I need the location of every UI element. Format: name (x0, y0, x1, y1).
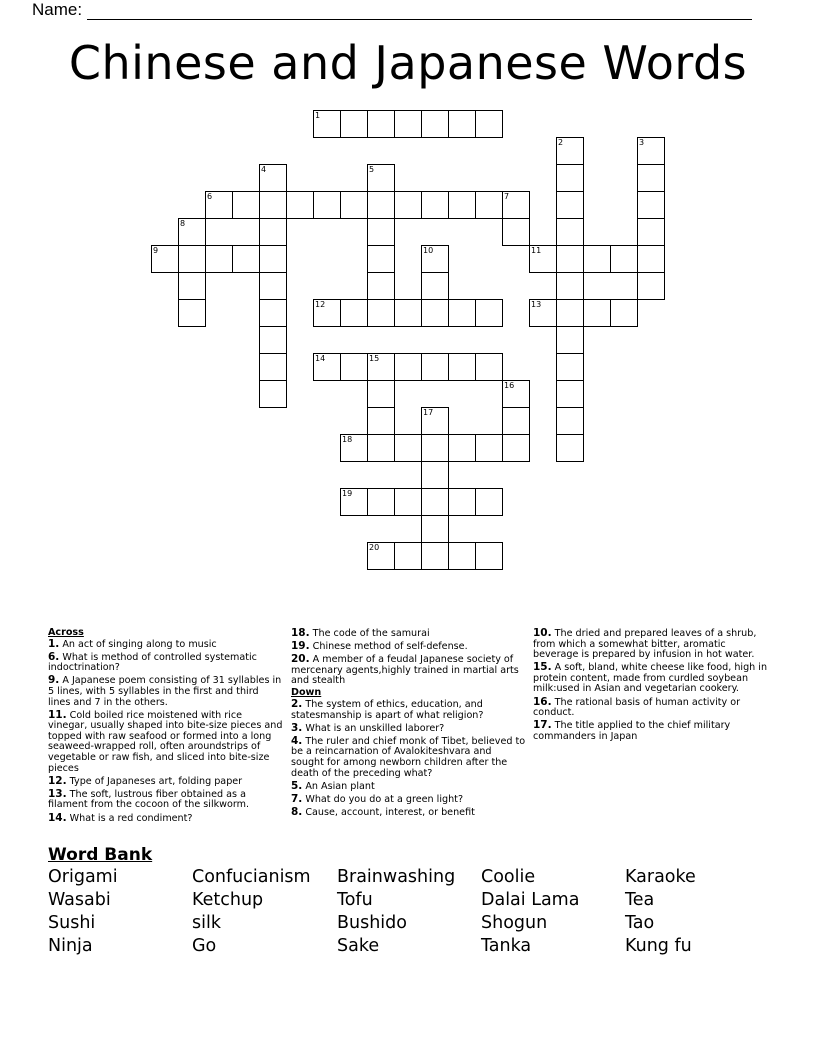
grid-cell[interactable] (475, 299, 503, 327)
clue-number: 6 (207, 192, 213, 201)
grid-cell[interactable] (502, 407, 530, 435)
grid-cell[interactable] (367, 488, 395, 516)
grid-cell[interactable] (340, 299, 368, 327)
grid-cell[interactable] (259, 380, 287, 408)
grid-cell[interactable] (367, 542, 395, 570)
grid-cell[interactable] (421, 488, 449, 516)
grid-cell[interactable] (556, 272, 584, 300)
clue-item (291, 807, 527, 819)
word-bank-item: Tea (625, 890, 655, 910)
clue-item (48, 675, 283, 708)
grid-cell[interactable] (394, 110, 422, 138)
clue-number-label: 1. (48, 637, 60, 650)
clue-number: 13 (531, 300, 542, 309)
clue-number-label: 4. (291, 734, 303, 747)
grid-cell[interactable] (259, 164, 287, 192)
grid-cell[interactable] (421, 461, 449, 489)
grid-cell[interactable] (178, 272, 206, 300)
clue-item (48, 652, 283, 674)
clue-number: 20 (369, 543, 380, 552)
clue-number: 10 (423, 246, 434, 255)
clue-number-label: 17. (533, 719, 552, 732)
clue-number: 1 (315, 111, 321, 120)
clue-item (291, 794, 527, 806)
clue-number: 4 (261, 165, 267, 174)
word-bank-item: Bushido (337, 913, 407, 933)
grid-cell[interactable] (448, 110, 476, 138)
grid-cell[interactable] (556, 218, 584, 246)
word-bank-item: Kung fu (625, 936, 692, 956)
grid-cell[interactable] (448, 434, 476, 462)
grid-cell[interactable] (340, 488, 368, 516)
word-bank-item: silk (192, 913, 221, 933)
grid-cell[interactable] (502, 434, 530, 462)
grid-cell[interactable] (259, 245, 287, 273)
clue-number: 11 (531, 246, 542, 255)
grid-cell[interactable] (313, 110, 341, 138)
grid-cell[interactable] (259, 218, 287, 246)
clue-number: 5 (369, 165, 375, 174)
across-clue-list-continued (291, 628, 527, 687)
grid-cell[interactable] (367, 191, 395, 219)
page-title: Chinese and Japanese Words (68, 36, 748, 90)
grid-cell[interactable] (205, 191, 233, 219)
grid-cell[interactable] (556, 191, 584, 219)
grid-cell[interactable] (394, 488, 422, 516)
clue-number: 3 (639, 138, 645, 147)
word-bank-item: Dalai Lama (481, 890, 580, 910)
grid-cell[interactable] (394, 191, 422, 219)
grid-cell[interactable] (367, 353, 395, 381)
grid-cell[interactable] (583, 299, 611, 327)
grid-cell[interactable] (259, 326, 287, 354)
grid-cell[interactable] (367, 218, 395, 246)
word-bank-item: Karaoke (625, 867, 696, 887)
clue-number-label: 9. (48, 674, 60, 687)
clue-text: The code of the samurai (309, 628, 430, 639)
grid-cell[interactable] (340, 353, 368, 381)
grid-cell[interactable] (178, 218, 206, 246)
grid-cell[interactable] (340, 434, 368, 462)
clue-number: 18 (342, 435, 353, 444)
grid-cell[interactable] (475, 353, 503, 381)
clue-text: Chinese method of self-defense. (309, 641, 468, 653)
across-clue-list (48, 639, 283, 825)
grid-cell[interactable] (259, 353, 287, 381)
word-bank-item: Tao (625, 913, 655, 933)
grid-cell[interactable] (367, 164, 395, 192)
grid-cell[interactable] (421, 272, 449, 300)
word-bank-item: Wasabi (48, 890, 111, 910)
grid-cell[interactable] (421, 110, 449, 138)
clue-number: 16 (504, 381, 515, 390)
clue-number-label: 20. (291, 653, 310, 666)
grid-cell[interactable] (367, 380, 395, 408)
word-bank-item: Tanka (481, 936, 532, 956)
name-label: Name: (32, 0, 83, 19)
grid-cell[interactable] (367, 245, 395, 273)
grid-cell[interactable] (475, 488, 503, 516)
grid-cell[interactable] (259, 299, 287, 327)
grid-cell[interactable] (556, 407, 584, 435)
word-bank-item: Confucianism (192, 867, 311, 887)
grid-cell[interactable] (367, 434, 395, 462)
clue-number: 2 (558, 138, 564, 147)
clue-text: Cold boiled rice moistened with rice vinegar, usually shaped into bite-size pieces and topped with raw seafood or formed into a long seaweed-wrapped roll, often aroundstrips of vegetable or raw fish, and sliced into bite-size pieces (48, 709, 283, 774)
grid-cell[interactable] (637, 245, 665, 273)
clue-text: An act of singing along to music (59, 638, 217, 650)
clue-item (533, 720, 773, 742)
word-bank-item: Sushi (48, 913, 96, 933)
word-bank-item: Tofu (337, 890, 373, 910)
clue-item (533, 628, 773, 661)
clue-item (291, 654, 527, 687)
clue-number: 14 (315, 354, 326, 363)
clue-text: The dried and prepared leaves of a shrub, from which a somewhat bitter, aromatic beverage is prepared by infusion in hot water. (533, 628, 757, 661)
clue-text: Cause, account, interest, or benefit (302, 806, 475, 818)
grid-cell[interactable] (151, 245, 179, 273)
word-bank-item: Ninja (48, 936, 93, 956)
grid-cell[interactable] (421, 407, 449, 435)
grid-cell[interactable] (448, 299, 476, 327)
grid-cell[interactable] (394, 299, 422, 327)
clue-number-label: 10. (533, 627, 552, 639)
grid-cell[interactable] (556, 299, 584, 327)
grid-cell[interactable] (448, 191, 476, 219)
grid-cell[interactable] (502, 218, 530, 246)
clue-text: The rational basis of human activity or conduct. (533, 696, 741, 719)
grid-cell[interactable] (313, 353, 341, 381)
grid-cell[interactable] (448, 542, 476, 570)
clue-number-label: 12. (48, 774, 67, 787)
clue-item (533, 662, 773, 695)
clue-number-label: 11. (48, 708, 67, 721)
clue-number-label: 6. (48, 650, 60, 663)
clues-column-2 (291, 628, 527, 820)
grid-cell[interactable] (421, 245, 449, 273)
grid-cell[interactable] (340, 110, 368, 138)
clue-item (48, 776, 283, 788)
word-bank (48, 866, 745, 957)
clue-number-label: 16. (533, 695, 552, 708)
clue-item (291, 723, 527, 735)
clue-text: The soft, lustrous fiber obtained as a filament from the cocoon of the silkworm. (48, 788, 250, 811)
clue-number-label: 18. (291, 627, 310, 639)
grid-cell[interactable] (556, 137, 584, 165)
clue-text: A Japanese poem consisting of 31 syllables in 5 lines, with 5 syllables in the first and third lines and 7 in the others. (48, 675, 282, 708)
grid-cell[interactable] (340, 191, 368, 219)
clue-number-label: 14. (48, 811, 67, 824)
clue-text: The title applied to the chief military commanders in Japan (533, 720, 731, 742)
grid-cell[interactable] (610, 299, 638, 327)
clue-item (291, 641, 527, 653)
clue-text: What do you do at a green light? (302, 793, 464, 805)
clue-text: The system of ethics, education, and statesmanship is apart of what religion? (291, 699, 484, 721)
grid-cell[interactable] (502, 380, 530, 408)
grid-cell[interactable] (259, 272, 287, 300)
grid-cell[interactable] (178, 299, 206, 327)
word-bank-item: Origami (48, 867, 118, 887)
clue-item (533, 697, 773, 719)
clue-text: What is a red condiment? (66, 812, 193, 824)
clue-item (291, 781, 527, 793)
word-bank-item: Brainwashing (337, 867, 456, 887)
grid-cell[interactable] (259, 191, 287, 219)
grid-cell[interactable] (421, 191, 449, 219)
clue-item (48, 710, 283, 775)
clue-number-label: 13. (48, 787, 67, 800)
grid-cell[interactable] (610, 245, 638, 273)
clue-number-label: 2. (291, 698, 303, 711)
clue-item (291, 699, 527, 721)
clue-number: 8 (180, 219, 186, 228)
clue-number: 19 (342, 489, 353, 498)
clue-text: What is method of controlled systematic indoctrination? (48, 651, 257, 674)
clues-column-3 (533, 628, 773, 744)
grid-cell[interactable] (313, 191, 341, 219)
down-clue-list-continued (533, 628, 773, 742)
down-clue-list (291, 699, 527, 818)
grid-cell[interactable] (529, 299, 557, 327)
grid-cell[interactable] (556, 164, 584, 192)
word-bank-item: Shogun (481, 913, 548, 933)
word-bank-item: Sake (337, 936, 380, 956)
grid-cell[interactable] (367, 299, 395, 327)
grid-cell[interactable] (475, 191, 503, 219)
grid-cell[interactable] (232, 191, 260, 219)
clue-number-label: 15. (533, 661, 552, 674)
clue-number-label: 19. (291, 640, 310, 653)
grid-cell[interactable] (313, 299, 341, 327)
down-heading: Down (291, 687, 322, 699)
grid-cell[interactable] (556, 434, 584, 462)
grid-cell[interactable] (637, 218, 665, 246)
clue-number: 9 (153, 246, 159, 255)
grid-cell[interactable] (421, 542, 449, 570)
word-bank-title: Word Bank (48, 845, 153, 865)
clue-number: 12 (315, 300, 326, 309)
grid-cell[interactable] (205, 245, 233, 273)
clue-number: 17 (423, 408, 434, 417)
grid-cell[interactable] (367, 407, 395, 435)
word-bank-item: Go (192, 936, 217, 956)
clue-number-label: 3. (291, 721, 303, 734)
clue-text: Type of Japaneses art, folding paper (66, 775, 243, 787)
grid-cell[interactable] (394, 434, 422, 462)
grid-cell[interactable] (475, 434, 503, 462)
clue-number: 15 (369, 354, 380, 363)
grid-cell[interactable] (286, 191, 314, 219)
grid-cell[interactable] (529, 245, 557, 273)
grid-cell[interactable] (448, 488, 476, 516)
grid-cell[interactable] (556, 245, 584, 273)
grid-cell[interactable] (394, 542, 422, 570)
clue-item (48, 813, 283, 825)
grid-cell[interactable] (421, 353, 449, 381)
grid-cell[interactable] (583, 245, 611, 273)
word-bank-item: Coolie (481, 867, 536, 887)
grid-cell[interactable] (475, 110, 503, 138)
grid-cell[interactable] (637, 191, 665, 219)
clue-text: The ruler and chief monk of Tibet, believed to be a reincarnation of Avalokiteshvara and sought for among newborn children after the death of the preceding what? (291, 735, 526, 779)
clue-item (291, 736, 527, 779)
grid-cell[interactable] (556, 353, 584, 381)
clue-number-label: 8. (291, 805, 303, 818)
clue-text: A member of a feudal Japanese society of mercenary agents,highly trained in martial arts and stealth (291, 654, 519, 687)
grid-cell[interactable] (178, 245, 206, 273)
grid-cell[interactable] (637, 272, 665, 300)
clue-text: A soft, bland, white cheese like food, high in protein content, made from curdled soybean milk:used in Asian and vegetarian cookery. (533, 662, 768, 695)
grid-cell[interactable] (421, 434, 449, 462)
clue-item (48, 789, 283, 811)
grid-cell[interactable] (232, 245, 260, 273)
grid-cell[interactable] (637, 164, 665, 192)
across-heading: Across (48, 627, 84, 638)
grid-cell[interactable] (367, 272, 395, 300)
clue-item (291, 628, 527, 640)
grid-cell[interactable] (421, 515, 449, 543)
grid-cell[interactable] (637, 137, 665, 165)
clue-number: 7 (504, 192, 510, 201)
clue-number-label: 7. (291, 792, 303, 805)
grid-cell[interactable] (448, 353, 476, 381)
clue-item (48, 639, 283, 651)
grid-cell[interactable] (556, 380, 584, 408)
clue-text: An Asian plant (302, 780, 375, 792)
grid-cell[interactable] (421, 299, 449, 327)
clues-column-1 (48, 628, 283, 826)
grid-cell[interactable] (367, 110, 395, 138)
clue-text: What is an unskilled laborer? (302, 722, 445, 734)
grid-cell[interactable] (394, 353, 422, 381)
grid-cell[interactable] (502, 191, 530, 219)
clue-number-label: 5. (291, 779, 303, 792)
grid-cell[interactable] (556, 326, 584, 354)
grid-cell[interactable] (475, 542, 503, 570)
word-bank-item: Ketchup (192, 890, 264, 910)
